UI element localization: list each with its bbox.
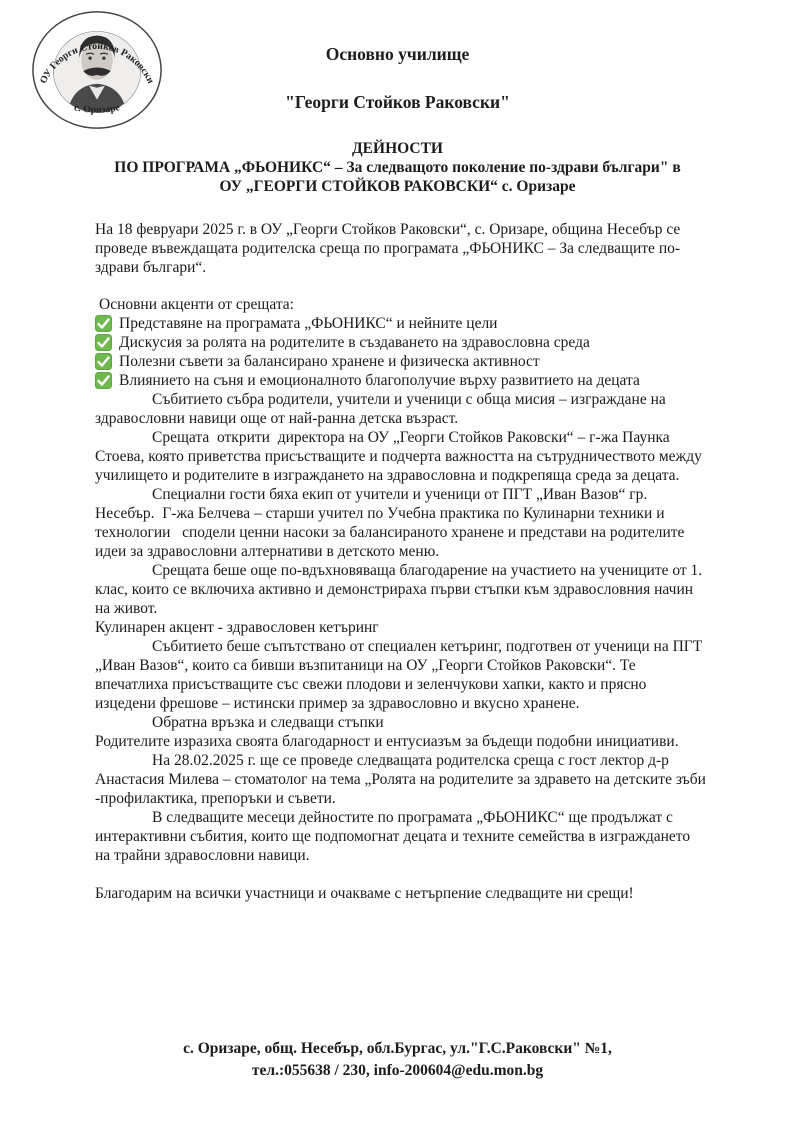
footer-contact: тел.:055638 / 230, info-200604@edu.mon.bg: [251, 1062, 544, 1079]
body-paragraph: Срещата открити директора на ОУ „Георги Стойков Раковски“ – г-жа Паунка Стоева, която приветства присъстващите и подчерта важността на сътрудничеството между училището и родителите в изграждането на здравословна и подкрепяща среда за децата.: [95, 429, 706, 484]
body-paragraph: Специални гости бяха екип от учители и ученици от ПГТ „Иван Вазов“ гр. Несебър. Г-жа Белчева – старши учител по Учебна практика по Кулинарни техники и технологии сподели ценни насоки за балансираното хранене и представи на родителите идеи за здравословни алтернативи в детското меню.: [95, 486, 689, 560]
highlight-item: [95, 314, 709, 333]
doc-title: ДЕЙНОСТИ: [352, 140, 443, 157]
body-paragraph: Кулинарен акцент - здравословен кетъринг: [95, 619, 379, 636]
logo-top-text: ОУ Георги Стойков Раковски: [37, 40, 157, 86]
check-icon: [95, 353, 112, 370]
document-header: [0, 44, 795, 113]
intro-paragraph: На 18 февруари 2025 г. в ОУ „Георги Стойков Раковски“, с. Оризаре, община Несебър се проведе въвеждащата родителска среща по програмата „ФЬОНИКС – За следващите по-здрави българи“.: [95, 221, 685, 276]
body-paragraph: Обратна връзка и следващи стъпки: [152, 714, 384, 731]
highlight-item: [95, 352, 709, 371]
highlight-text: Представяне на програмата „ФЬОНИКС“ и нейните цели: [119, 315, 498, 332]
title-block: [0, 139, 795, 196]
highlights-heading: Основни акценти от срещата:: [99, 296, 294, 313]
highlight-item: [95, 333, 709, 352]
doc-subtitle-school: ОУ „ГЕОРГИ СТОЙКОВ РАКОВСКИ“ с. Оризаре: [219, 178, 576, 195]
body-paragraph: На 28.02.2025 г. ще се проведе следващата родителска среща с гост лектор д-р Анастасия Милева – стоматолог на тема „Ролята на родителите за здравето на детските зъби -профилактика, препоръки и съвети.: [95, 752, 710, 807]
doc-subtitle-program: ПО ПРОГРАМА „ФЬОНИКС“ – За следващото поколение по-здрави българи" в: [114, 159, 681, 176]
body-paragraph: В следващите месеци дейностите по програмата „ФЬОНИКС“ ще продължат с интерактивни събития, които ще подпомогнат децата и техните семейства в изграждането на трайни здравословни навици.: [95, 809, 694, 864]
check-icon: [95, 372, 112, 389]
highlight-text: Полезни съвети за балансирано хранене и физическа активност: [119, 353, 540, 370]
body-paragraph: Срещата беше още по-вдъхновяваща благодарение на участието на учениците от 1. клас, които се включиха активно и демонстрираха първи стъпки към здравословния начин на живот.: [95, 562, 707, 617]
logo-bottom-text: с. Оризаре: [73, 102, 121, 116]
body-paragraph: Събитието беше съпътствано от специален кетъринг, подготвен от ученици на ПГТ „Иван Вазов“, които са бивши възпитаници на ОУ „Георги Стойков Раковски“. Те впечатлиха присъстващите със свежи плодови и зеленчукови хапки, както и прясно изцедени фрешове – истински пример за здравословно и вкусно хранене.: [95, 638, 707, 712]
document-body: [95, 220, 709, 903]
check-icon: [95, 315, 112, 332]
highlight-item: [95, 371, 709, 390]
highlight-text: Дискусия за ролята на родителите в създаването на здравословна среда: [119, 334, 590, 351]
check-icon: [95, 334, 112, 351]
highlight-text: Влиянието на съня и емоционалното благополучие върху развитието на децата: [119, 372, 640, 389]
closing-paragraph: Благодарим на всички участници и очакваме с нетърпение следващите ни срещи!: [95, 885, 634, 902]
body-paragraph: Събитието събра родители, учители и ученици с обща мисия – изграждане на здравословни навици още от най-ранна детска възраст.: [95, 391, 670, 427]
school-type-line: Основно училище: [325, 44, 470, 64]
body-paragraph: Родителите изразиха своята благодарност и ентусиазъм за бъдещи подобни инициативи.: [95, 733, 679, 750]
document-footer: [0, 1038, 795, 1082]
school-name-line: "Георги Стойков Раковски": [285, 92, 510, 112]
footer-address: с. Оризаре, общ. Несебър, обл.Бургас, ул."Г.С.Раковски" №1,: [183, 1040, 612, 1057]
